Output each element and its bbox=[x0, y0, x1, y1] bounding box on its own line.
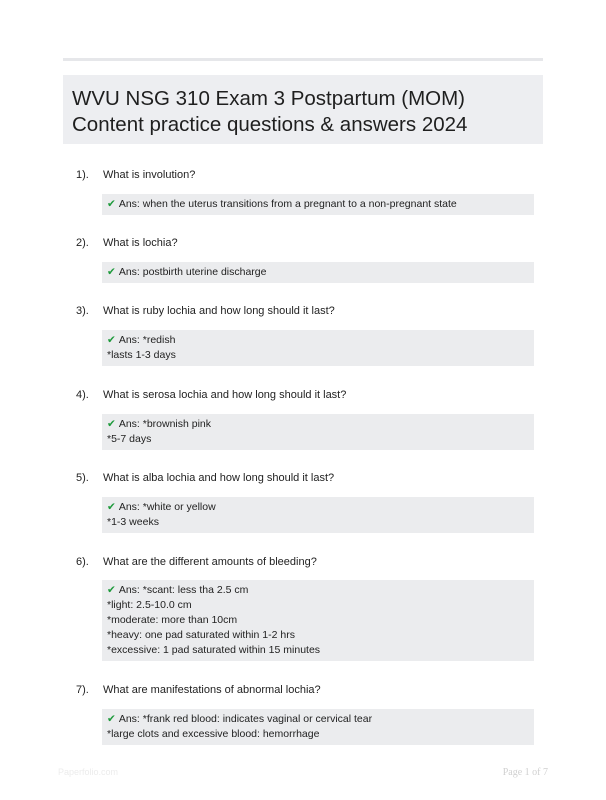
question-number: 6). bbox=[76, 556, 89, 568]
footer-watermark: Paperfolio.com bbox=[58, 767, 119, 777]
answer-line: *moderate: more than 10cm bbox=[107, 614, 238, 626]
answer-box-7 bbox=[102, 709, 534, 745]
check-icon: ✔ bbox=[107, 198, 116, 210]
answer-box-4 bbox=[102, 414, 534, 450]
answer-box-6 bbox=[102, 580, 534, 661]
question-text: What are the different amounts of bleeding? bbox=[103, 556, 317, 568]
check-icon: ✔ bbox=[107, 713, 116, 725]
question-number: 5). bbox=[76, 472, 89, 484]
question-text: What are manifestations of abnormal lochia? bbox=[103, 684, 321, 696]
check-icon: ✔ bbox=[107, 418, 116, 430]
question-number: 3). bbox=[76, 305, 89, 317]
answer-line: Ans: postbirth uterine discharge bbox=[118, 266, 267, 278]
question-number: 1). bbox=[76, 169, 89, 181]
answer-line: Ans: *brownish pink bbox=[118, 418, 212, 430]
question-text: What is lochia? bbox=[103, 237, 178, 249]
question-text: What is ruby lochia and how long should it last? bbox=[103, 305, 335, 317]
answer-line: Ans: *white or yellow bbox=[118, 501, 216, 513]
answer-line: Ans: *scant: less tha 2.5 cm bbox=[118, 584, 249, 596]
title-line-2: Content practice questions & answers 2024 bbox=[72, 113, 468, 136]
page-indicator: Page 1 of 7 bbox=[502, 767, 548, 778]
answer-box-3 bbox=[102, 330, 534, 366]
answer-line: Ans: *frank red blood: indicates vaginal or cervical tear bbox=[118, 713, 373, 725]
check-icon: ✔ bbox=[107, 334, 116, 346]
question-number: 4). bbox=[76, 389, 89, 401]
answer-box-5 bbox=[102, 497, 534, 533]
check-icon: ✔ bbox=[107, 266, 116, 278]
question-number: 7). bbox=[76, 684, 89, 696]
question-text: What is serosa lochia and how long should it last? bbox=[103, 389, 347, 401]
answer-line: *light: 2.5-10.0 cm bbox=[107, 599, 192, 611]
answer-line: *heavy: one pad saturated within 1-2 hrs bbox=[107, 629, 295, 641]
check-icon: ✔ bbox=[107, 501, 116, 513]
question-text: What is alba lochia and how long should it last? bbox=[103, 472, 335, 484]
answer-line: *1-3 weeks bbox=[107, 516, 159, 528]
answer-line: *excessive: 1 pad saturated within 15 minutes bbox=[107, 644, 321, 656]
answer-line: *5-7 days bbox=[107, 433, 152, 445]
title-line-1: WVU NSG 310 Exam 3 Postpartum (MOM) bbox=[72, 87, 466, 110]
answer-line: Ans: *redish bbox=[118, 334, 176, 346]
document-title bbox=[63, 75, 543, 144]
answer-line: *large clots and excessive blood: hemorrhage bbox=[107, 728, 320, 740]
answer-line: Ans: when the uterus transitions from a pregnant to a non-pregnant state bbox=[118, 198, 457, 210]
question-text: What is involution? bbox=[103, 169, 196, 181]
top-divider bbox=[63, 58, 543, 61]
answer-box-1 bbox=[102, 194, 534, 215]
check-icon: ✔ bbox=[107, 584, 116, 596]
question-number: 2). bbox=[76, 237, 89, 249]
answer-line: *lasts 1-3 days bbox=[107, 349, 176, 361]
answer-box-2 bbox=[102, 262, 534, 283]
